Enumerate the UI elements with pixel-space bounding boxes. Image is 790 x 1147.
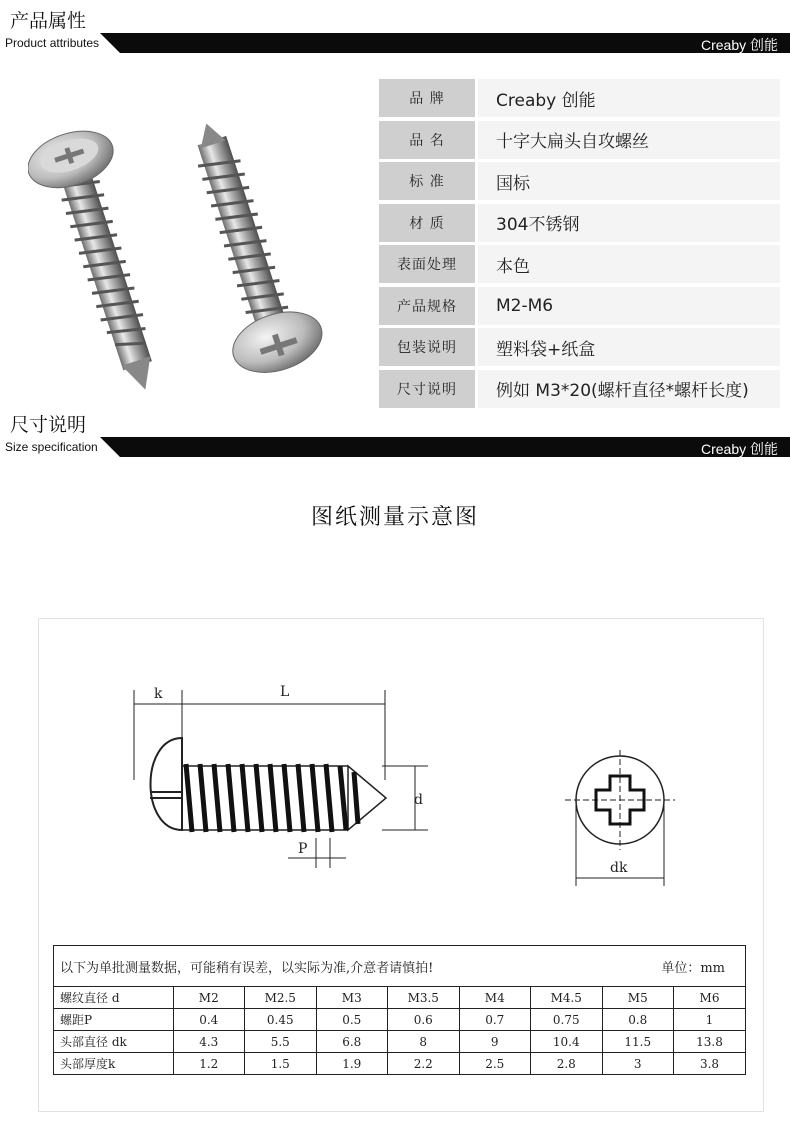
attr-value: 304不锈钢 [478, 204, 780, 242]
attr-key: 尺寸说明 [379, 370, 475, 408]
table-cell: 2.2 [388, 1053, 460, 1075]
table-cell: 11.5 [602, 1031, 674, 1053]
label-L: L [280, 684, 290, 700]
attr-row [379, 370, 780, 408]
table-cell: M3 [316, 987, 388, 1009]
table-cell: 4.3 [173, 1031, 245, 1053]
spec-grid [54, 987, 745, 1074]
table-cell: 1.2 [173, 1053, 245, 1075]
table-cell: M4.5 [531, 987, 603, 1009]
attr-row [379, 287, 780, 325]
table-cell: M6 [674, 987, 746, 1009]
attr-key: 包装说明 [379, 328, 475, 366]
attr-row [379, 245, 780, 283]
spec-table [53, 945, 746, 1075]
attr-row [379, 121, 780, 159]
attr-value: 国标 [478, 162, 780, 200]
table-cell: 10.4 [531, 1031, 603, 1053]
table-cell: 3.8 [674, 1053, 746, 1075]
attr-value: 例如 M3*20(螺杆直径*螺杆长度) [478, 370, 780, 408]
attr-key: 表面处理 [379, 245, 475, 283]
table-row [54, 1053, 745, 1075]
section-subtitle-attributes: Product attributes [5, 36, 100, 50]
attr-value: M2-M6 [478, 287, 780, 325]
attr-row [379, 328, 780, 366]
table-cell: M2.5 [245, 987, 317, 1009]
screw-right [163, 115, 330, 383]
row-label: 螺距P [54, 1009, 173, 1031]
label-k: k [154, 686, 163, 702]
row-label: 头部直径 dk [54, 1031, 173, 1053]
spec-unit: 单位：mm [661, 960, 725, 976]
table-cell: 3 [602, 1053, 674, 1075]
row-label: 螺纹直径 d [54, 987, 173, 1009]
table-cell: M3.5 [388, 987, 460, 1009]
table-cell: 13.8 [674, 1031, 746, 1053]
attr-row [379, 79, 780, 117]
brand-label: Creaby 创能 [700, 441, 778, 457]
attr-key: 产品规格 [379, 287, 475, 325]
table-cell: M4 [459, 987, 531, 1009]
table-cell: M5 [602, 987, 674, 1009]
table-row [54, 1009, 745, 1031]
table-row [54, 987, 745, 1009]
section-bar-attributes [0, 33, 790, 53]
table-cell: 1.5 [245, 1053, 317, 1075]
section-title-attributes: 产品属性 [10, 10, 87, 32]
table-cell: 0.45 [245, 1009, 317, 1031]
attr-row [379, 162, 780, 200]
attr-key: 材 质 [379, 204, 475, 242]
attr-row [379, 204, 780, 242]
screw-left [28, 121, 187, 403]
brand-label: Creaby 创能 [700, 37, 778, 53]
table-cell: 8 [388, 1031, 460, 1053]
table-cell: 5.5 [245, 1031, 317, 1053]
spec-note-row [54, 946, 745, 987]
drawing-title: 图纸测量示意图 [310, 505, 479, 530]
attr-key: 标 准 [379, 162, 475, 200]
technical-drawing [120, 680, 700, 900]
section-subtitle-size: Size specification [5, 440, 98, 454]
attributes-table [379, 79, 780, 411]
table-cell: 0.8 [602, 1009, 674, 1031]
table-cell: 1 [674, 1009, 746, 1031]
table-row [54, 1031, 745, 1053]
attr-key: 品 牌 [379, 79, 475, 117]
label-P: P [298, 841, 308, 857]
table-cell: 2.5 [459, 1053, 531, 1075]
table-cell: M2 [173, 987, 245, 1009]
table-cell: 2.8 [531, 1053, 603, 1075]
table-cell: 0.4 [173, 1009, 245, 1031]
table-cell: 9 [459, 1031, 531, 1053]
row-label: 头部厚度k [54, 1053, 173, 1075]
attr-value: 十字大扁头自攻螺丝 [478, 121, 780, 159]
attr-value: Creaby 创能 [478, 79, 780, 117]
table-cell: 6.8 [316, 1031, 388, 1053]
product-photo [28, 115, 348, 405]
label-d: d [414, 792, 423, 808]
section-title-size: 尺寸说明 [10, 414, 87, 436]
label-dk: dk [610, 860, 628, 876]
table-cell: 1.9 [316, 1053, 388, 1075]
spec-note: 以下为单批测量数据，可能稍有误差，以实际为准,介意者请慎拍! [60, 960, 434, 976]
attr-key: 品 名 [379, 121, 475, 159]
table-cell: 0.5 [316, 1009, 388, 1031]
table-cell: 0.6 [388, 1009, 460, 1031]
table-cell: 0.7 [459, 1009, 531, 1031]
attr-value: 塑料袋+纸盒 [478, 328, 780, 366]
attr-value: 本色 [478, 245, 780, 283]
table-cell: 0.75 [531, 1009, 603, 1031]
section-bar-size [0, 437, 790, 457]
